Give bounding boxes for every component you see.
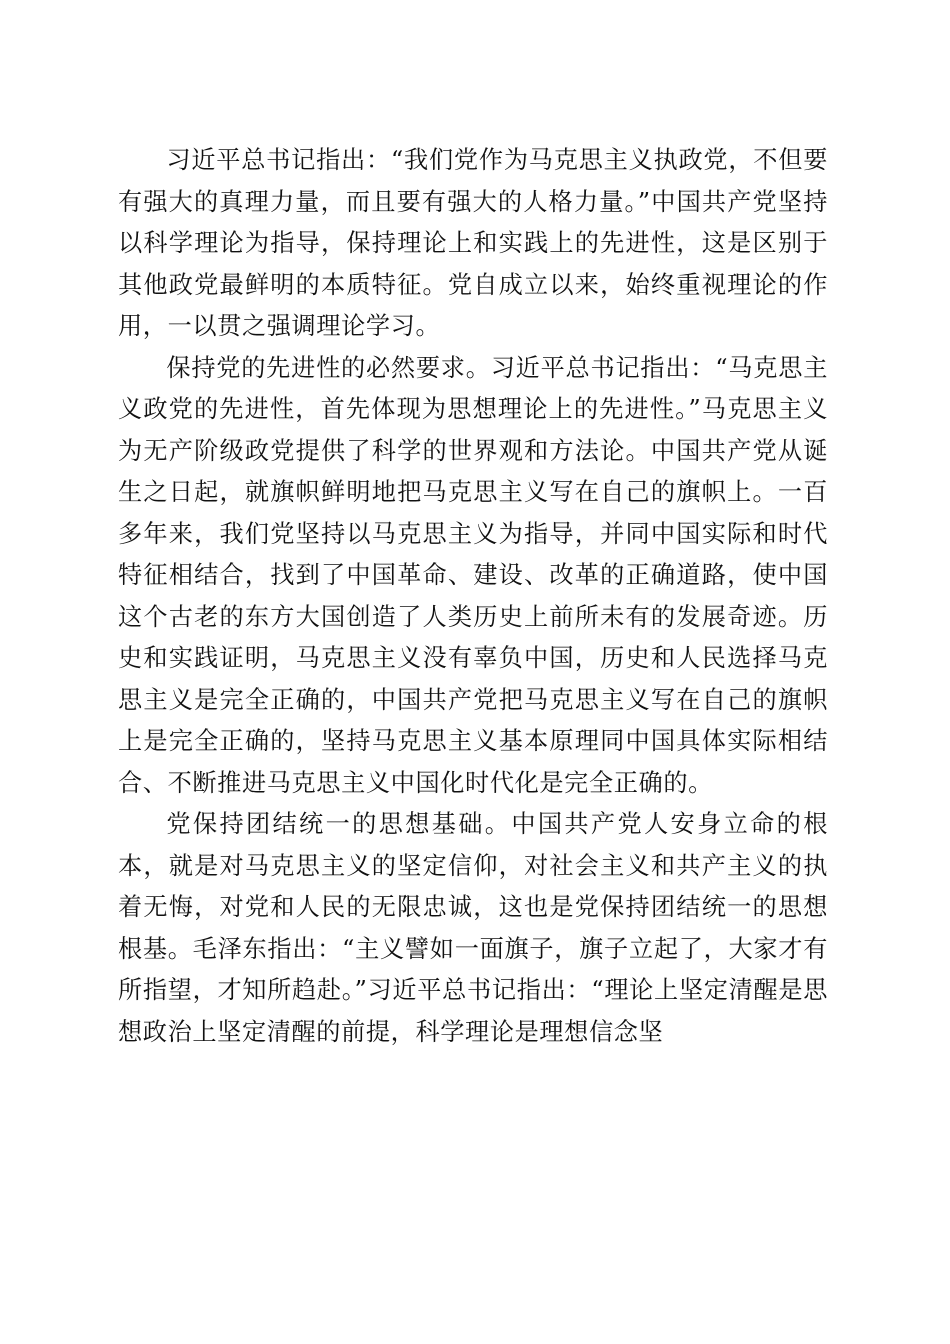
paragraph-intro: 习近平总书记指出：“我们党作为马克思主义执政党，不但要有强大的真理力量，而且要有强大的人格力量。”中国共产党坚持以科学理论为指导，保持理论上和实践上的先进性，这是区别于其他政党最鲜明的本质特征。党自成立以来，始终重视理论的作用，一以贯之强调理论学习。 xyxy=(118,146,828,340)
paragraph-unity: 党保持团结统一的思想基础。中国共产党人安身立命的根本，就是对马克思主义的坚定信仰，对社会主义和共产主义的执着无悔，对党和人民的无限忠诚，这也是党保持团结统一的思想根基。毛泽东指出：“主义譬如一面旗子，旗子立起了，大家才有所指望，才知所趋赴。”习近平总书记指出：“理论上坚定清醒是思想政治上坚定清醒的前提，科学理论是理想信念坚 xyxy=(118,810,828,1046)
paragraph-advancedness: 保持党的先进性的必然要求。习近平总书记指出：“马克思主义政党的先进性，首先体现为思想理论上的先进性。”马克思主义为无产阶级政党提供了科学的世界观和方法论。中国共产党从诞生之日起，就旗帜鲜明地把马克思主义写在自己的旗帜上。一百多年来，我们党坚持以马克思主义为指导，并同中国实际和时代特征相结合，找到了中国革命、建设、改革的正确道路，使中国这个古老的东方大国创造了人类历史上前所未有的发展奇迹。历史和实践证明，马克思主义没有辜负中国，历史和人民选择马克思主义是完全正确的，中国共产党把马克思主义写在自己的旗帜上是完全正确的，坚持马克思主义基本原理同中国具体实际相结合、不断推进马克思主义中国化时代化是完全正确的。 xyxy=(118,353,828,797)
document-body xyxy=(118,140,828,1053)
